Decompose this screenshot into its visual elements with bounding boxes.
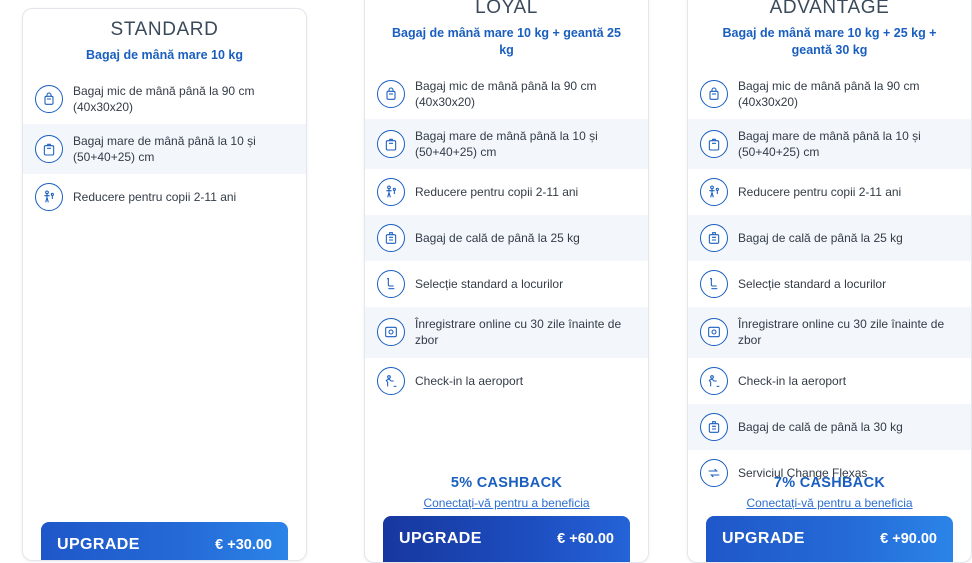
child-discount-icon <box>700 178 728 206</box>
list-item <box>365 215 648 261</box>
feature-label: Serviciul Change Flexas <box>738 465 868 480</box>
online-checkin-icon <box>700 318 728 346</box>
cabin-bag-small-icon <box>35 85 63 113</box>
cabin-bag-small-icon <box>377 80 405 108</box>
feature-label: Check-in la aeroport <box>738 373 847 388</box>
feature-label: Selecție standard a locurilor <box>738 277 887 292</box>
card-header <box>365 0 648 63</box>
page-title: STANDARD <box>110 19 219 40</box>
list-item <box>688 215 971 261</box>
feature-label: Bagaj de cală de până la 25 kg <box>738 231 903 246</box>
feature-label: Reducere pentru copii 2-11 ani <box>738 185 902 200</box>
cashback-login-link[interactable]: Conectați-vă pentru a beneficia <box>746 496 913 510</box>
list-item <box>688 358 971 404</box>
feature-label: Bagaj de cală de până la 25 kg <box>415 231 580 246</box>
list-item <box>688 119 971 169</box>
seat-selection-icon <box>377 270 405 298</box>
feature-label: Reducere pentru copii 2-11 ani <box>415 185 579 200</box>
list-item <box>365 69 648 119</box>
online-checkin-icon <box>377 318 405 346</box>
cabin-bag-large-icon <box>700 130 728 158</box>
upgrade-button-advantage[interactable] <box>706 516 953 562</box>
list-item <box>23 174 306 220</box>
cabin-bag-large-icon <box>35 135 63 163</box>
upgrade-label: UPGRADE <box>57 536 140 553</box>
upgrade-button-loyal[interactable] <box>383 516 630 562</box>
list-item <box>23 74 306 124</box>
list-item <box>688 404 971 450</box>
cashback-badge: 5% CASHBACK <box>450 475 563 491</box>
fare-card-advantage[interactable] <box>687 0 972 563</box>
feature-label: Înregistrare online cu 30 zile înainte de zbor <box>415 317 622 348</box>
child-discount-icon <box>377 178 405 206</box>
list-item <box>365 119 648 169</box>
cashback-badge: 7% CASHBACK <box>773 475 886 491</box>
page-title: ADVANTAGE <box>769 0 890 18</box>
cabin-bag-small-icon <box>700 80 728 108</box>
upgrade-label: UPGRADE <box>399 530 482 547</box>
fare-card-standard[interactable] <box>22 8 307 561</box>
feature-label: Bagaj mare de mână până la 10 și (50+40+25) cm <box>415 128 598 160</box>
list-item <box>365 307 648 357</box>
cashback-block <box>688 475 971 510</box>
list-item <box>365 261 648 307</box>
upgrade-price: € +90.00 <box>880 531 937 547</box>
checked-bag-icon <box>377 224 405 252</box>
page-title: LOYAL <box>475 0 538 18</box>
card-header <box>23 9 306 68</box>
feature-list <box>688 69 971 496</box>
upgrade-label: UPGRADE <box>722 530 805 547</box>
cashback-login-link[interactable]: Conectați-vă pentru a beneficia <box>423 496 590 510</box>
fare-card-loyal[interactable] <box>364 0 649 563</box>
feature-label: Check-in la aeroport <box>415 373 524 388</box>
checked-bag-icon <box>700 413 728 441</box>
feature-label: Bagaj de cală de până la 30 kg <box>738 419 903 434</box>
list-item <box>688 261 971 307</box>
cabin-bag-large-icon <box>377 130 405 158</box>
feature-label: Reducere pentru copii 2-11 ani <box>73 190 237 205</box>
child-discount-icon <box>35 183 63 211</box>
list-item <box>365 358 648 404</box>
list-item <box>688 69 971 119</box>
feature-label: Bagaj mic de mână până la 90 cm (40x30x20) <box>738 78 920 109</box>
checked-bag-icon <box>700 224 728 252</box>
feature-label: Înregistrare online cu 30 zile înainte de zbor <box>738 317 945 348</box>
list-item <box>688 169 971 215</box>
cashback-block <box>365 475 648 510</box>
upgrade-price: € +60.00 <box>557 531 614 547</box>
airport-checkin-icon <box>700 367 728 395</box>
upgrade-button-standard[interactable] <box>41 522 288 561</box>
feature-label: Bagaj mare de mână până la 10 și (50+40+25) cm <box>73 134 256 165</box>
upgrade-price: € +30.00 <box>215 537 272 553</box>
feature-label: Bagaj mic de mână până la 90 cm (40x30x20) <box>73 83 255 114</box>
airport-checkin-icon <box>377 367 405 395</box>
list-item <box>365 169 648 215</box>
feature-list <box>365 69 648 404</box>
card-subtitle: Bagaj de mână mare 10 kg <box>85 47 244 62</box>
feature-label: Bagaj mic de mână până la 90 cm (40x30x20) <box>415 78 597 109</box>
feature-list <box>23 74 306 221</box>
seat-selection-icon <box>700 270 728 298</box>
card-header <box>688 0 971 63</box>
card-subtitle: Bagaj de mână mare 10 kg + 25 kg + geantă 30 kg <box>722 25 937 57</box>
list-item <box>688 307 971 357</box>
card-subtitle: Bagaj de mână mare 10 kg + geantă 25 kg <box>392 25 621 57</box>
list-item <box>23 124 306 174</box>
feature-label: Bagaj mare de mână până la 10 și (50+40+25) cm <box>738 128 921 160</box>
feature-label: Selecție standard a locurilor <box>415 277 564 292</box>
